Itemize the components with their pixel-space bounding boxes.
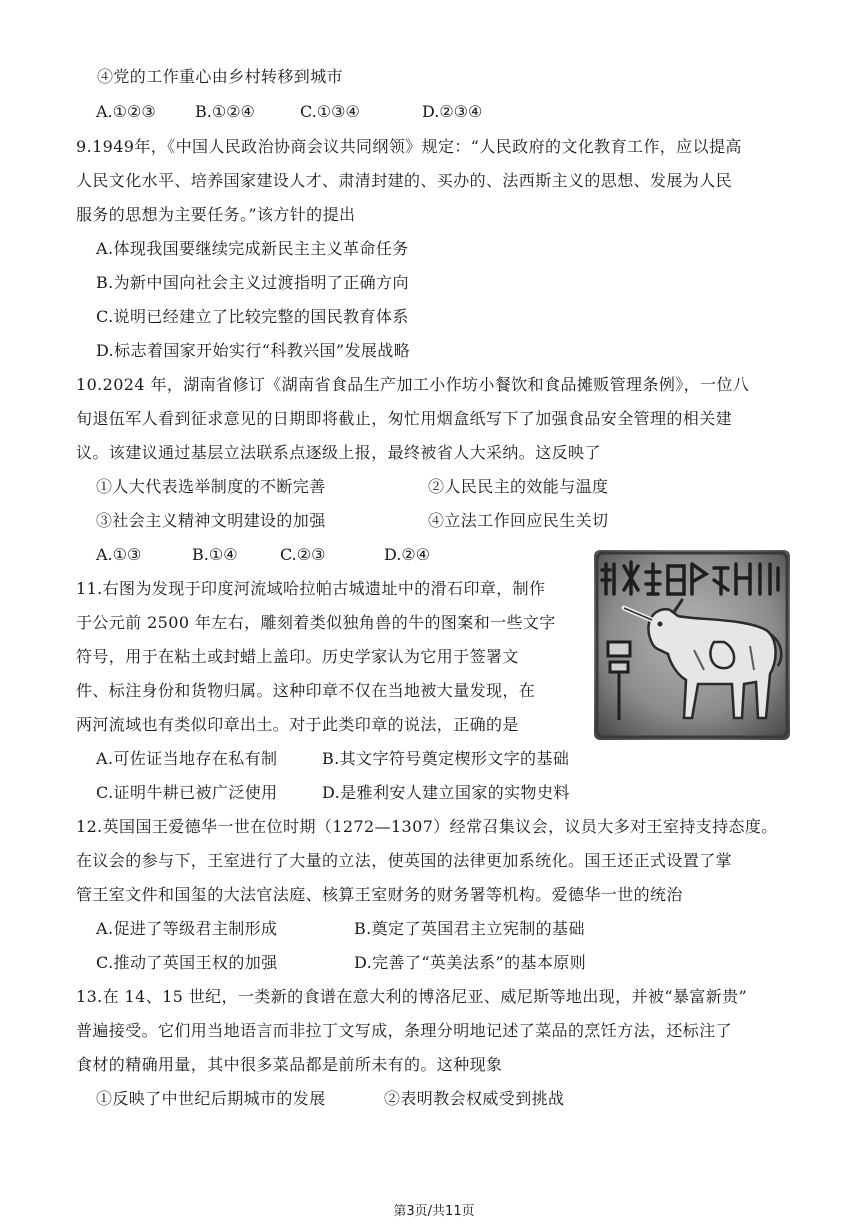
q12-stem-line-2: 在议会的参与下，王室进行了大量的立法，使英国的法律更加系统化。国王还正式设置了掌 <box>76 851 733 870</box>
q10-stem-line-3: 议。该建议通过基层立法联系点逐级上报，最终被省人大采纳。这反映了 <box>76 443 601 462</box>
q9-option-a: A.体现我国要继续完成新民主主义革命任务 <box>96 239 409 258</box>
q13-stem-line-2: 普遍接受。它们用当地语言而非拉丁文写成，条理分明地记述了菜品的烹饪方法，还标注了 <box>76 1021 733 1040</box>
q9-stem-line-3: 服务的思想为主要任务。”该方针的提出 <box>76 205 356 224</box>
q9-option-c: C.说明已经建立了比较完整的国民教育体系 <box>96 307 409 326</box>
q13-stem-line-3: 食材的精确用量，其中很多菜品都是前所未有的。这种现象 <box>76 1055 503 1074</box>
q11-stem-line-4: 件、标注身份和货物归属。这种印章不仅在当地被大量发现，在 <box>76 681 536 700</box>
q10-item-2: ②人民民主的效能与温度 <box>428 477 609 496</box>
q10-item-3: ③社会主义精神文明建设的加强 <box>96 511 326 530</box>
q13-item-2: ②表明教会权威受到挑战 <box>384 1089 565 1108</box>
q10-option-d: D.②④ <box>384 545 431 564</box>
q8-option-d: D.②③④ <box>422 102 483 121</box>
seal-drawing <box>594 550 790 740</box>
q8-item-4: ④党的工作重心由乡村转移到城市 <box>97 67 344 86</box>
q12-option-c: C.推动了英国王权的加强 <box>96 953 278 972</box>
q12-option-b: B.奠定了英国君主立宪制的基础 <box>354 919 585 938</box>
q10-options <box>96 544 456 566</box>
q9-stem-line-2: 人民文化水平、培养国家建设人才、肃清封建的、买办的、法西斯主义的思想、发展为人民 <box>76 171 733 190</box>
q10-stem-line-1: 10.2024 年，湖南省修订《湖南省食品生产加工小作坊小餐饮和食品摊贩管理条例》，一位八 <box>76 375 750 394</box>
q8-option-a: A.①②③ <box>96 102 156 121</box>
q10-option-b: B.①④ <box>192 545 238 564</box>
q10-option-a: A.①③ <box>96 545 142 564</box>
q13-item-1: ①反映了中世纪后期城市的发展 <box>96 1089 326 1108</box>
q9-option-b: B.为新中国向社会主义过渡指明了正确方向 <box>96 273 409 292</box>
q8-options <box>96 101 516 123</box>
q10-item-1: ①人大代表选举制度的不断完善 <box>96 477 326 496</box>
q11-stem-line-2: 于公元前 2500 年左右，雕刻着类似独角兽的牛的图案和一些文字 <box>76 613 556 632</box>
q8-option-b: B.①②④ <box>195 102 255 121</box>
q12-stem-line-3: 管王室文件和国玺的大法官法庭、核算王室财务的财务署等机构。爱德华一世的统治 <box>76 885 683 904</box>
q11-stem-line-5: 两河流域也有类似印章出土。对于此类印章的说法，正确的是 <box>76 715 519 734</box>
q12-option-d: D.完善了“英美法系”的基本原则 <box>354 953 587 972</box>
q11-stem-line-3: 符号，用于在粘土或封蜡上盖印。历史学家认为它用于签署文 <box>76 647 519 666</box>
q9-option-d: D.标志着国家开始实行“科教兴国”发展战略 <box>96 341 411 360</box>
q11-stem-line-1: 11.右图为发现于印度河流域哈拉帕古城遗址中的滑石印章，制作 <box>76 579 546 598</box>
harappan-seal-image <box>594 550 790 740</box>
q11-option-d: D.是雅利安人建立国家的实物史料 <box>322 783 570 802</box>
q12-option-a: A.促进了等级君主制形成 <box>96 919 278 938</box>
q11-option-a: A.可佐证当地存在私有制 <box>96 749 278 768</box>
q13-stem-line-1: 13.在 14、15 世纪，一类新的食谱在意大利的博洛尼亚、威尼斯等地出现，并被“暴富新贵” <box>76 987 748 1006</box>
q11-option-c: C.证明牛耕已被广泛使用 <box>96 783 278 802</box>
q10-stem-line-2: 旬退伍军人看到征求意见的日期即将截止，匆忙用烟盒纸写下了加强食品安全管理的相关建 <box>76 409 733 428</box>
q8-option-c: C.①③④ <box>300 102 360 121</box>
q12-stem-line-1: 12.英国国王爱德华一世在位时期（1272—1307）经常召集议会，议员大多对王室持支持态度。 <box>76 817 778 836</box>
q9-stem-line-1: 9.1949年，《中国人民政治协商会议共同纲领》规定：“人民政府的文化教育工作，应以提高 <box>76 137 742 156</box>
q11-option-b: B.其文字符号奠定楔形文字的基础 <box>322 749 570 768</box>
q10-item-4: ④立法工作回应民生关切 <box>428 511 609 530</box>
q10-option-c: C.②③ <box>280 545 326 564</box>
page-number-footer: 第3页/共11页 <box>393 1204 475 1219</box>
